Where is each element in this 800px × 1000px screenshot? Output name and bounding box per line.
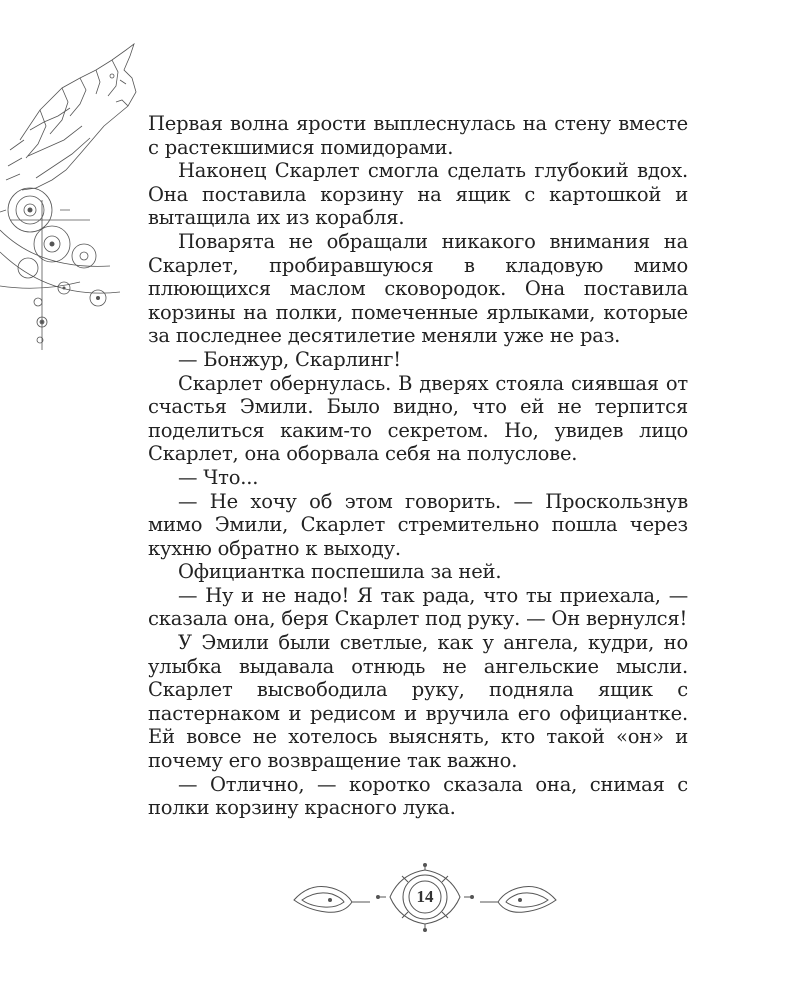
paragraph: — Ну и не надо! Я так рада, что ты приехала, — сказала она, беря Скарлет под руку. — Он вернулся!	[148, 583, 688, 631]
paragraph: — Что...	[178, 465, 259, 489]
wolf-ornament-icon	[0, 30, 150, 350]
paragraph: Наконец Скарлет смогла сделать глубокий вдох. Она поставила корзину на ящик с картошкой и вытащила их из корабля.	[148, 159, 688, 230]
paragraph: — Бонжур, Скарлинг!	[178, 347, 401, 371]
paragraph: Поварята не обращали никакого внимания на Скарлет, пробиравшуюся в кладовую мимо плюющихся маслом сковородок. Она поставила корзины на полки, помеченные ярлыками, которые за последнее десятилетие меняли уже не раз.	[148, 229, 688, 348]
page-number: 14	[416, 887, 434, 906]
paragraph: Первая волна ярости выплеснулась на стену вместе с растекшимися помидорами.	[148, 112, 688, 159]
paragraph: — Отлично, — коротко сказала она, снимая с полки корзину красного лука.	[148, 772, 688, 820]
paragraph: Скарлет обернулась. В дверях стояла сиявшая от счастья Эмили. Было видно, что ей не терпится поделиться каким-то секретом. Но, увидев лицо Скарлет, она оборвала себя на полуслове.	[148, 371, 688, 466]
page-footer	[290, 862, 560, 934]
body-text	[148, 112, 688, 820]
paragraph: — Не хочу об этом говорить. — Проскользнув мимо Эмили, Скарлет стремительно пошла через кухню обратно к выходу.	[148, 489, 688, 560]
paragraph: Официантка поспешила за ней.	[178, 560, 502, 584]
paragraph: У Эмили были светлые, как у ангела, кудри, но улыбка выдавала отнюдь не ангельские мысли. Скарлет высвободила руку, подняла ящик с пастернаком и редисом и вручила его официантке. Ей вовсе не хотелось выяснять, кто такой «он» и почему его возвращение так важно.	[148, 631, 688, 773]
